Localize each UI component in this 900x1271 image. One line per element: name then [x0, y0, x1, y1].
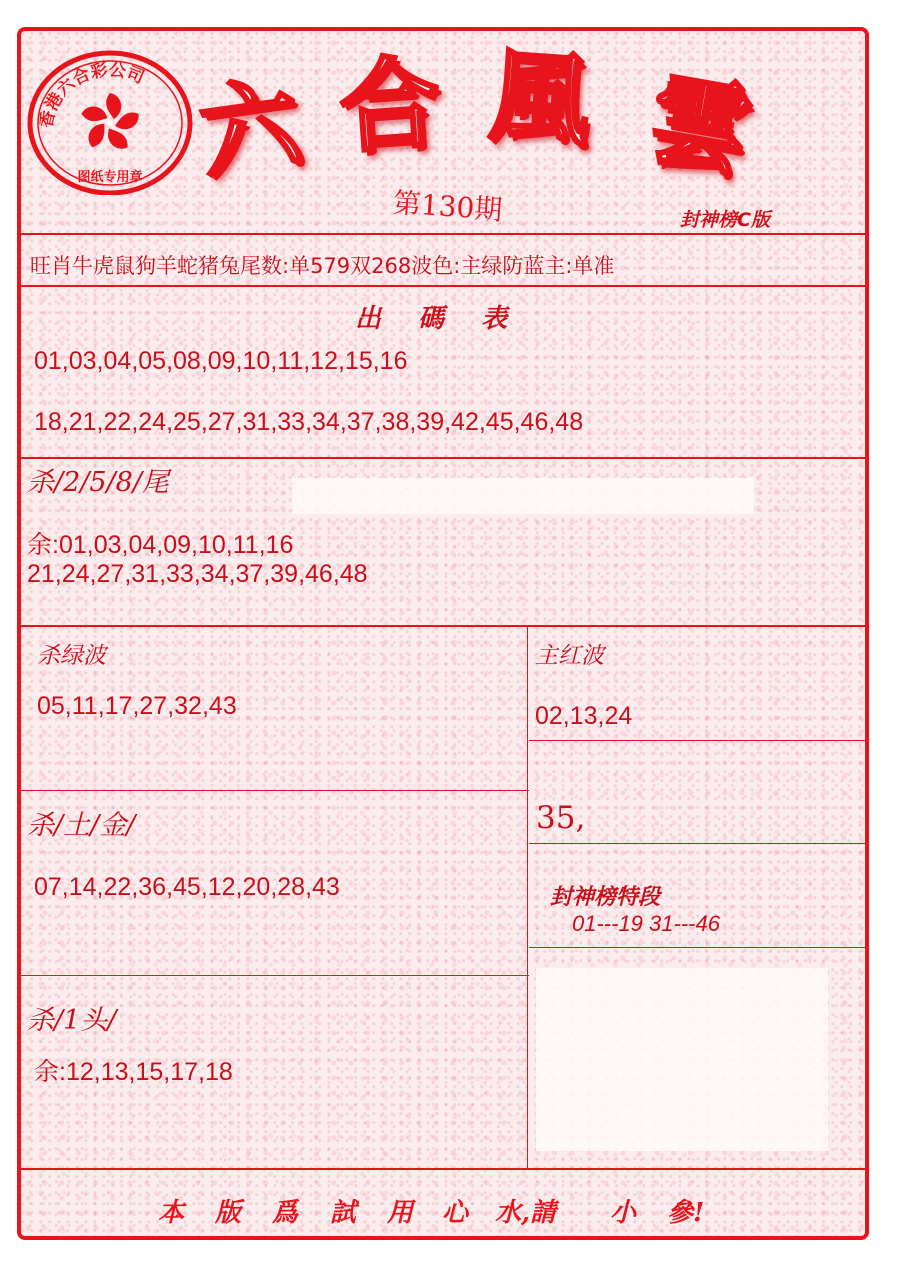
edition-label: 封神榜C版: [680, 209, 770, 231]
divider: [19, 625, 867, 627]
svg-text:图纸专用章: 图纸专用章: [77, 170, 143, 185]
table-heading: 出 碼 表: [355, 304, 522, 334]
kill-element-numbers: 07,14,22,36,45,12,20,28,43: [34, 873, 340, 901]
divider: [527, 625, 528, 1170]
footer-char: 小: [610, 1198, 637, 1228]
footer-char: 用: [387, 1198, 414, 1228]
table-row: 18,21,22,24,25,27,31,33,34,37,38,39,42,45,46,48: [34, 408, 584, 436]
zodiac-info-line: 旺肖牛虎鼠狗羊蛇猪兔尾数:单579双268波色:主绿防蓝主:单准: [30, 254, 615, 278]
footer-char: 爲: [272, 1198, 299, 1228]
divider: [19, 790, 529, 791]
title-char: 六: [192, 62, 308, 194]
footer-char: 試: [330, 1198, 357, 1228]
main-red-heading: 主红波: [535, 643, 604, 669]
footer-char: 水,請: [495, 1198, 557, 1228]
table-row: 01,03,04,05,08,09,10,11,12,15,16: [34, 347, 408, 375]
footer-char: 版: [215, 1198, 242, 1228]
company-stamp: [24, 45, 196, 195]
kill-green-heading: 杀绿波: [37, 643, 106, 669]
kill-tail-line: 21,24,27,31,33,34,37,39,46,48: [27, 560, 368, 588]
divider: [19, 457, 867, 459]
issue-number: 第130期: [391, 186, 504, 227]
divider: [19, 1168, 867, 1170]
title-char: 雲: [640, 58, 760, 192]
kill-element-heading: 杀/土/金/: [27, 810, 136, 841]
divider: [529, 740, 867, 741]
main-red-numbers: 02,13,24: [535, 702, 633, 730]
kill-tail-line: 余:01,03,04,09,10,11,16: [27, 531, 294, 559]
svg-text:香港六合彩公司: 香港六合彩公司: [36, 60, 147, 130]
footer-char: 參!: [667, 1198, 705, 1228]
kill-head-heading: 杀/1头/: [27, 1005, 117, 1036]
divider: [19, 233, 867, 235]
blank-box: [292, 478, 754, 514]
kill-green-numbers: 05,11,17,27,32,43: [37, 692, 237, 720]
divider: [529, 947, 867, 948]
divider: [529, 843, 867, 844]
single-number: 35,: [536, 800, 586, 836]
kill-head-numbers: 余:12,13,15,17,18: [34, 1058, 233, 1086]
footer-char: 心: [442, 1198, 469, 1228]
blank-box: [536, 968, 828, 1151]
title-char: 合: [336, 42, 444, 168]
footer-char: 本: [158, 1198, 185, 1228]
kill-tail-heading: 杀/2/5/8/尾: [27, 467, 169, 498]
special-heading: 封神榜特段: [550, 885, 661, 910]
divider: [19, 285, 867, 287]
title-char: 風: [486, 35, 594, 161]
special-range: 01---19 31---46: [572, 911, 720, 936]
divider: [19, 975, 529, 976]
